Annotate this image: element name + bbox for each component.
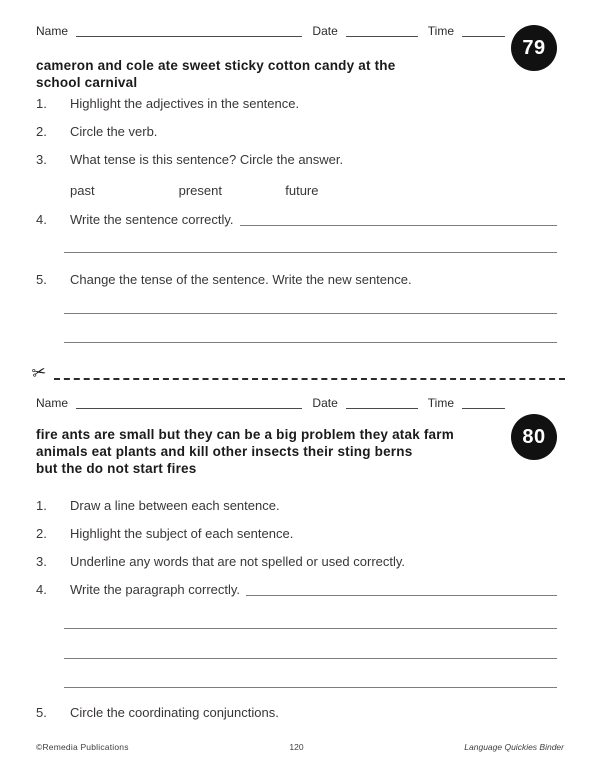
worksheet-79 [36, 22, 557, 343]
answer-blank [64, 228, 557, 253]
instruction-80-1 [36, 498, 557, 514]
exercise-79-sentence-line-2: school carnival [36, 75, 138, 90]
date-blank [346, 396, 418, 409]
item-number: 1. [36, 498, 47, 513]
page-footer [36, 742, 564, 752]
item-number: 2. [36, 124, 47, 139]
scissors-icon: ✂ [30, 361, 48, 384]
date-label: Date [312, 396, 338, 410]
instruction-80-2 [36, 526, 557, 542]
item-text: Write the sentence correctly. [70, 212, 234, 227]
choice-present: present [178, 183, 222, 198]
book-title: Language Quickies Binder [464, 742, 564, 752]
item-text: Circle the verb. [70, 124, 158, 139]
dashed-cut-line [54, 378, 565, 380]
cut-line-row [30, 361, 557, 384]
page-number-badge-80: 80 [511, 414, 557, 460]
name-blank [76, 396, 302, 409]
instruction-79-5 [36, 272, 557, 288]
answer-blank [64, 659, 557, 688]
time-blank [462, 396, 505, 409]
item-number: 5. [36, 705, 47, 720]
choice-future: future [285, 183, 319, 198]
answer-blank [246, 582, 557, 596]
exercise-80-paragraph-line-1: fire ants are small but they can be a big problem they atak farm [36, 427, 454, 442]
item-text: What tense is this sentence? Circle the answer. [70, 152, 344, 167]
item-text: Draw a line between each sentence. [70, 498, 280, 513]
instruction-79-3 [36, 152, 557, 168]
item-text: Underline any words that are not spelled or used correctly. [70, 554, 406, 569]
item-number: 4. [36, 582, 47, 597]
item-number: 3. [36, 152, 47, 167]
exercise-79-sentence [36, 57, 557, 91]
page-number-badge-79: 79 [511, 25, 557, 71]
date-label: Date [312, 24, 338, 38]
choice-past: past [70, 183, 95, 198]
item-number: 4. [36, 212, 47, 227]
worksheet-80 [36, 394, 557, 721]
instruction-79-1 [36, 96, 557, 112]
date-blank [346, 24, 418, 37]
item-text: Change the tense of the sentence. Write the new sentence. [70, 272, 412, 287]
item-text: Circle the coordinating conjunctions. [70, 705, 279, 720]
instruction-79-4 [36, 212, 557, 228]
answer-blank [240, 212, 557, 226]
page-number: 120 [289, 742, 304, 752]
time-label: Time [427, 24, 454, 38]
item-text: Write the paragraph correctly. [70, 582, 241, 597]
instruction-80-5 [36, 705, 557, 721]
answer-blank [64, 598, 557, 629]
exercise-80-paragraph-line-2: animals eat plants and kill other insects their sting berns [36, 444, 413, 459]
exercise-80-paragraph [36, 426, 557, 477]
exercise-80-paragraph-line-3: but the do not start fires [36, 461, 197, 476]
instruction-80-4 [36, 582, 557, 598]
exercise-79-sentence-line-1: cameron and cole ate sweet sticky cotton candy at the [36, 58, 396, 73]
name-blank [76, 24, 302, 37]
item-number: 1. [36, 96, 47, 111]
answer-blank [64, 629, 557, 659]
name-label: Name [36, 396, 69, 410]
publisher-credit: ©Remedia Publications [36, 742, 129, 752]
name-label: Name [36, 24, 69, 38]
instruction-80-3 [36, 554, 557, 570]
item-number: 5. [36, 272, 47, 287]
item-text: Highlight the subject of each sentence. [70, 526, 294, 541]
item-number: 3. [36, 554, 47, 569]
item-text: Highlight the adjectives in the sentence. [70, 96, 300, 111]
time-blank [462, 24, 505, 37]
name-date-time-row-79 [36, 22, 505, 38]
answer-blank [64, 314, 557, 343]
item-number: 2. [36, 526, 47, 541]
instruction-79-2 [36, 124, 557, 140]
tense-choices [70, 183, 557, 199]
name-date-time-row-80 [36, 394, 505, 410]
answer-blank [64, 288, 557, 314]
time-label: Time [427, 396, 454, 410]
